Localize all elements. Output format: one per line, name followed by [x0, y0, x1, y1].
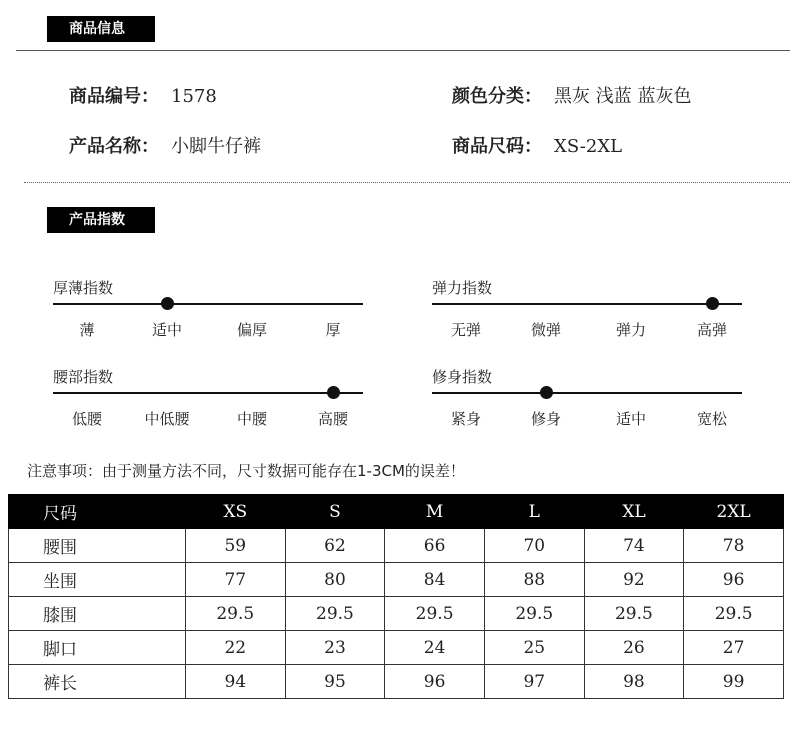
- waist-scale-title: 腰部指数: [53, 368, 114, 386]
- thickness-scale-title: 厚薄指数: [53, 279, 114, 297]
- table-cell: 29.5: [285, 597, 385, 631]
- table-cell: 29.5: [484, 597, 584, 631]
- table-cell: 59: [185, 529, 285, 563]
- table-cell: 23: [285, 631, 385, 665]
- product-name-value: 小脚牛仔裤: [171, 136, 261, 157]
- section-title-product-index: 产品指数: [47, 207, 155, 233]
- scale-option: 中腰: [236, 410, 267, 428]
- table-cell: 26: [584, 631, 684, 665]
- scale-option: 偏厚: [236, 321, 267, 339]
- table-cell: 70: [484, 529, 584, 563]
- dotted-divider: [24, 182, 790, 183]
- section-title-product-info: 商品信息: [47, 16, 155, 42]
- header-cell: XL: [584, 495, 684, 529]
- table-cell: 29.5: [185, 597, 285, 631]
- fit-scale: [432, 366, 752, 436]
- row-label-cell: 腰围: [9, 529, 186, 563]
- scale-option: 宽松: [696, 410, 727, 428]
- color-category-label: 颜色分类：: [452, 86, 542, 107]
- table-cell: 29.5: [584, 597, 684, 631]
- product-code-value: 1578: [171, 86, 217, 107]
- table-cell: 27: [684, 631, 784, 665]
- scale-option: 薄: [79, 321, 95, 339]
- thickness-scale: [53, 277, 373, 347]
- product-size: [452, 132, 622, 158]
- header-cell: S: [285, 495, 385, 529]
- table-row: [9, 529, 784, 563]
- header-cell: 尺码: [9, 495, 186, 529]
- scale-option: 高腰: [317, 410, 348, 428]
- elasticity-scale-title: 弹力指数: [432, 279, 493, 297]
- table-cell: 96: [684, 563, 784, 597]
- product-size-label: 商品尺码：: [452, 136, 542, 157]
- row-label-cell: 膝围: [9, 597, 186, 631]
- table-cell: 95: [285, 665, 385, 699]
- table-cell: 99: [684, 665, 784, 699]
- scale-line: [432, 392, 742, 394]
- color-category-value: 黑灰 浅蓝 蓝灰色: [554, 86, 692, 107]
- scale-option: 高弹: [696, 321, 727, 339]
- fit-scale-title: 修身指数: [432, 368, 493, 386]
- table-row: [9, 631, 784, 665]
- table-row: [9, 597, 784, 631]
- size-table-header-row: [9, 495, 784, 529]
- header-cell: M: [385, 495, 485, 529]
- header-cell: L: [484, 495, 584, 529]
- table-cell: 92: [584, 563, 684, 597]
- product-code-label: 商品编号：: [69, 86, 159, 107]
- elasticity-scale: [432, 277, 752, 347]
- header-cell: XS: [185, 495, 285, 529]
- table-cell: 96: [385, 665, 485, 699]
- table-cell: 29.5: [684, 597, 784, 631]
- scale-option: 适中: [615, 410, 646, 428]
- table-cell: 97: [484, 665, 584, 699]
- scale-option: 弹力: [615, 321, 646, 339]
- table-cell: 24: [385, 631, 485, 665]
- scale-line: [53, 392, 363, 394]
- header-cell: 2XL: [684, 495, 784, 529]
- scale-marker: [161, 297, 174, 310]
- scale-line: [432, 303, 742, 305]
- table-row: [9, 563, 784, 597]
- table-cell: 74: [584, 529, 684, 563]
- divider: [16, 50, 790, 51]
- scale-option: 紧身: [450, 410, 481, 428]
- table-cell: 80: [285, 563, 385, 597]
- row-label-cell: 裤长: [9, 665, 186, 699]
- scale-option: 修身: [530, 410, 561, 428]
- table-cell: 29.5: [385, 597, 485, 631]
- scale-line: [53, 303, 363, 305]
- row-label-cell: 脚口: [9, 631, 186, 665]
- table-cell: 98: [584, 665, 684, 699]
- table-cell: 25: [484, 631, 584, 665]
- table-cell: 84: [385, 563, 485, 597]
- scale-option: 无弹: [450, 321, 481, 339]
- scale-option: 中低腰: [144, 410, 190, 428]
- table-cell: 66: [385, 529, 485, 563]
- scale-marker: [540, 386, 553, 399]
- color-category: [452, 82, 691, 108]
- scale-marker: [327, 386, 340, 399]
- table-cell: 62: [285, 529, 385, 563]
- measurement-note: 注意事项：由于测量方法不同，尺寸数据可能存在1-3CM的误差！: [27, 462, 465, 480]
- product-size-value: XS-2XL: [554, 136, 623, 157]
- waist-scale: [53, 366, 373, 436]
- table-cell: 88: [484, 563, 584, 597]
- row-label-cell: 坐围: [9, 563, 186, 597]
- product-code: [69, 82, 217, 108]
- table-cell: 78: [684, 529, 784, 563]
- scale-option: 适中: [151, 321, 182, 339]
- size-table: [8, 494, 784, 699]
- table-cell: 22: [185, 631, 285, 665]
- table-row: [9, 665, 784, 699]
- scale-option: 微弹: [530, 321, 561, 339]
- product-name-label: 产品名称：: [69, 136, 159, 157]
- scale-marker: [706, 297, 719, 310]
- table-cell: 77: [185, 563, 285, 597]
- scale-option: 低腰: [71, 410, 102, 428]
- product-name: [69, 132, 261, 158]
- table-cell: 94: [185, 665, 285, 699]
- scale-option: 厚: [325, 321, 341, 339]
